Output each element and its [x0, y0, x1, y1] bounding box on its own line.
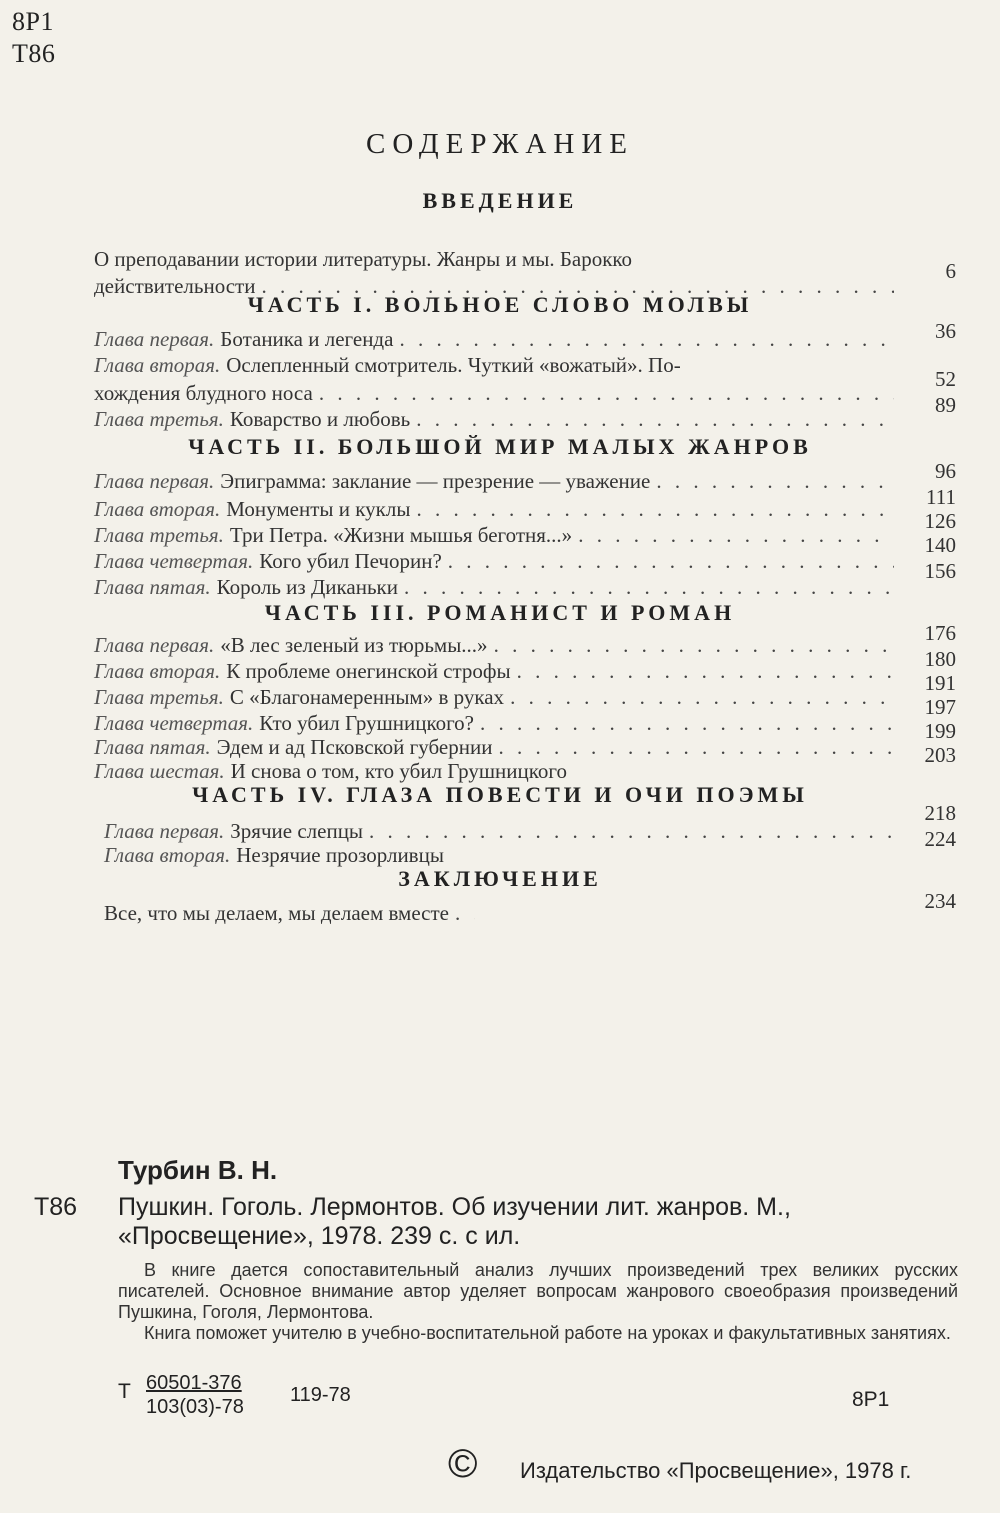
- annotation-text-2: Книга поможет учителю в учебно-воспитательной работе на уроках и факультативных занятиях.: [144, 1323, 951, 1343]
- chapter-title: Ослепленный смотритель. Чуткий «вожатый». По-: [226, 353, 681, 377]
- chapter-label: Глава первая.: [94, 469, 215, 493]
- section-part3-heading: ЧАСТЬ III. РОМАНИСТ И РОМАН: [264, 600, 736, 625]
- section-part2-heading: ЧАСТЬ II. БОЛЬШОЙ МИР МАЛЫХ ЖАНРОВ: [188, 434, 812, 459]
- chapter-title: Коварство и любовь: [229, 407, 411, 431]
- leader-dots: [480, 710, 894, 736]
- chapter-title: Эпиграмма: заклание — презрение — уважение: [220, 469, 651, 493]
- publisher-line: Издательство «Просвещение», 1978 г.: [520, 1458, 912, 1483]
- page-number: 176: [924, 621, 956, 645]
- toc-entry: [94, 352, 894, 378]
- fraction-letter: Т: [118, 1380, 131, 1403]
- classification-code-t86: Т86: [12, 39, 56, 68]
- fraction-numerator: 60501-376: [146, 1372, 242, 1394]
- chapter-label: Глава третья.: [94, 523, 224, 547]
- class-code: 8Р1: [852, 1388, 890, 1411]
- chapter-label: Глава пятая.: [94, 575, 211, 599]
- chapter-label: Глава шестая.: [94, 759, 225, 783]
- leader-dots: [494, 632, 894, 658]
- chapter-label: Глава вторая.: [94, 497, 221, 521]
- section-part4-heading: ЧАСТЬ IV. ГЛАЗА ПОВЕСТИ И ОЧИ ПОЭМЫ: [192, 782, 808, 807]
- toc-entry: [94, 734, 894, 760]
- classification-code-8p1: 8Р1: [12, 7, 54, 36]
- author-name: Турбин В. Н.: [118, 1155, 278, 1185]
- chapter-label: Глава четвертая.: [94, 711, 254, 735]
- leader-dots: [498, 734, 894, 760]
- section-intro-heading: ВВЕДЕНИЕ: [422, 188, 578, 213]
- page-number: 36: [935, 319, 956, 343]
- leader-dots: [416, 406, 894, 432]
- page-number: 111: [926, 485, 956, 509]
- chapter-title: Король из Диканьки: [216, 575, 398, 599]
- toc-entry: [104, 818, 904, 844]
- leader-dots: [416, 496, 894, 522]
- chapter-label: Глава третья.: [94, 407, 224, 431]
- leader-dots: [448, 548, 894, 574]
- chapter-title: С «Благонамеренным» в руках: [229, 685, 505, 709]
- chapter-label: Глава первая.: [104, 819, 225, 843]
- chapter-title: Ботаника и легенда: [220, 327, 394, 351]
- chapter-title: Зрячие слепцы: [230, 819, 364, 843]
- page-number: 197: [924, 695, 956, 719]
- leader-dots: [455, 900, 475, 926]
- annotation-text: В книге дается сопоставительный анализ лучших произведений трех великих русских писателей. Основное внимание автор уделяет вопросам жанрового своеобразия произведений Пушкина, Гоголя, Лермонтова.: [118, 1260, 958, 1322]
- toc-entry: [94, 684, 894, 710]
- leader-dots: [510, 684, 894, 710]
- toc-entry: [94, 758, 894, 784]
- toc-entry: [94, 548, 894, 574]
- chapter-label: Глава третья.: [94, 685, 224, 709]
- chapter-label: Глава первая.: [94, 327, 215, 351]
- toc-entry-cont: [94, 380, 894, 406]
- page-number: 89: [935, 393, 956, 417]
- leader-dots: [404, 574, 894, 600]
- toc-entry: [94, 406, 894, 432]
- section-part1-heading: ЧАСТЬ I. ВОЛЬНОЕ СЛОВО МОЛВЫ: [247, 292, 753, 317]
- chapter-label: Глава первая.: [94, 633, 215, 657]
- chapter-label: Глава вторая.: [94, 353, 221, 377]
- page-number: 199: [924, 719, 956, 743]
- toc-entry: [94, 574, 894, 600]
- catalog-index: Т86: [34, 1193, 78, 1221]
- chapter-title: И снова о том, кто убил Грушницкого: [230, 759, 567, 783]
- page-number: 180: [924, 647, 956, 671]
- chapter-title: «В лес зеленый из тюрьмы...»: [220, 633, 488, 657]
- chapter-label: Глава вторая.: [94, 659, 221, 683]
- chapter-title: Незрячие прозорливцы: [236, 843, 444, 867]
- classification-codes: [12, 6, 55, 70]
- leader-dots: [578, 522, 894, 548]
- toc-entry-intro: [94, 246, 894, 272]
- toc-entry: [104, 842, 904, 868]
- fraction-denominator: 103(03)-78: [146, 1396, 244, 1418]
- page-title: СОДЕРЖАНИЕ: [366, 128, 634, 160]
- toc-entry: [94, 496, 894, 522]
- copyright-icon: ©: [448, 1442, 478, 1486]
- leader-dots: [399, 326, 894, 352]
- page-number: 191: [924, 671, 956, 695]
- page-number: 140: [924, 533, 956, 557]
- chapter-title: К проблеме онегинской строфы: [226, 659, 511, 683]
- toc-entry-conclusion: [104, 900, 904, 926]
- leader-dots: [319, 380, 894, 406]
- chapter-title: Кто убил Грушницкого?: [259, 711, 475, 735]
- chapter-title: Эдем и ад Псковской губернии: [216, 735, 493, 759]
- toc-entry-title: О преподавании истории литературы. Жанры и мы. Барокко: [94, 247, 633, 271]
- leader-dots: [517, 658, 894, 684]
- toc-entry: [94, 632, 894, 658]
- page-number: 234: [924, 889, 956, 913]
- page-number: 126: [924, 509, 956, 533]
- page-number: 6: [945, 259, 956, 283]
- chapter-label: Глава вторая.: [104, 843, 231, 867]
- section-conclusion-heading: ЗАКЛЮЧЕНИЕ: [398, 866, 602, 891]
- toc-entry: [94, 710, 894, 736]
- toc-entry: [94, 326, 894, 352]
- page-number: 224: [924, 827, 956, 851]
- book-title-line: Пушкин. Гоголь. Лермонтов. Об изучении лит. жанров. М.,: [118, 1193, 791, 1221]
- chapter-label: Глава пятая.: [94, 735, 211, 759]
- page-number: 156: [924, 559, 956, 583]
- leader-dots: [369, 818, 904, 844]
- toc-entry: [94, 468, 894, 494]
- fraction-code: 119-78: [290, 1384, 351, 1406]
- leader-dots: [656, 468, 894, 494]
- toc-entry: [94, 522, 894, 548]
- chapter-title: Монументы и куклы: [226, 497, 411, 521]
- page-number: 218: [924, 801, 956, 825]
- book-imprint-line: «Просвещение», 1978. 239 с. с ил.: [118, 1222, 521, 1250]
- chapter-label: Глава четвертая.: [94, 549, 254, 573]
- toc-entry-title: действительности: [94, 274, 256, 298]
- chapter-title: хождения блудного носа: [94, 381, 313, 405]
- page-number: 203: [924, 743, 956, 767]
- page-number: 52: [935, 367, 956, 391]
- chapter-title: Три Петра. «Жизни мышья беготня...»: [229, 523, 573, 547]
- chapter-title: Все, что мы делаем, мы делаем вместе: [104, 901, 450, 925]
- toc-entry: [94, 658, 894, 684]
- page-number: 96: [935, 459, 956, 483]
- chapter-title: Кого убил Печорин?: [259, 549, 442, 573]
